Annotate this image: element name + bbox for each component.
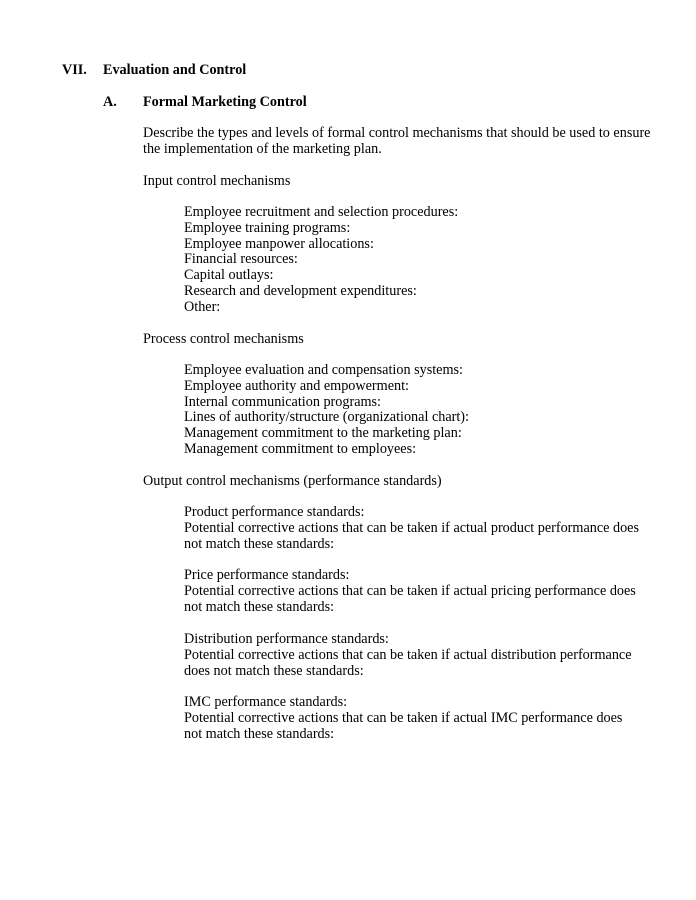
subsection-title: Formal Marketing Control <box>143 94 307 110</box>
standard-line: not match these standards: <box>184 725 335 742</box>
section-number: VII. <box>62 62 87 78</box>
standard-line: Distribution performance standards: <box>184 631 389 647</box>
process-controls-list <box>184 363 469 458</box>
description-line: Describe the types and levels of formal control mechanisms that should be used to ensure <box>143 125 651 141</box>
standard-line: Potential corrective actions that can be taken if actual pricing performance does <box>184 582 636 599</box>
list-item: Management commitment to the marketing plan: <box>184 425 462 442</box>
standard-line: does not match these standards: <box>184 662 364 679</box>
standard-line: Product performance standards: <box>184 504 365 520</box>
list-item: Employee manpower allocations: <box>184 235 374 252</box>
list-item: Capital outlays: <box>184 267 274 284</box>
list-item: Other: <box>184 298 221 315</box>
standard-line: not match these standards: <box>184 535 335 552</box>
list-item: Research and development expenditures: <box>184 282 417 299</box>
list-item: Employee training programs: <box>184 219 351 236</box>
input-controls-list <box>184 205 458 316</box>
output-group-distribution <box>184 632 632 679</box>
list-item: Employee authority and empowerment: <box>184 377 409 394</box>
description-line: the implementation of the marketing plan. <box>143 140 382 157</box>
output-group-product <box>184 505 639 552</box>
process-controls-label: Process control mechanisms <box>143 331 304 347</box>
standard-line: Potential corrective actions that can be taken if actual product performance does <box>184 519 639 536</box>
output-group-price <box>184 568 636 615</box>
output-group-imc <box>184 695 622 742</box>
list-item: Financial resources: <box>184 251 298 268</box>
output-controls-label: Output control mechanisms (performance standards) <box>143 473 442 489</box>
standard-line: Price performance standards: <box>184 567 350 583</box>
standard-line: IMC performance standards: <box>184 694 348 710</box>
standard-line: not match these standards: <box>184 598 335 615</box>
list-item: Employee recruitment and selection procedures: <box>184 204 459 220</box>
input-controls-label: Input control mechanisms <box>143 173 291 189</box>
list-item: Employee evaluation and compensation systems: <box>184 362 463 378</box>
list-item: Internal communication programs: <box>184 393 381 410</box>
description-paragraph <box>143 126 650 158</box>
standard-line: Potential corrective actions that can be taken if actual distribution performance <box>184 646 632 663</box>
section-title: Evaluation and Control <box>103 62 247 78</box>
list-item: Management commitment to employees: <box>184 440 417 457</box>
subsection-letter: A. <box>103 94 117 110</box>
list-item: Lines of authority/structure (organizational chart): <box>184 409 469 426</box>
standard-line: Potential corrective actions that can be taken if actual IMC performance does <box>184 709 623 726</box>
